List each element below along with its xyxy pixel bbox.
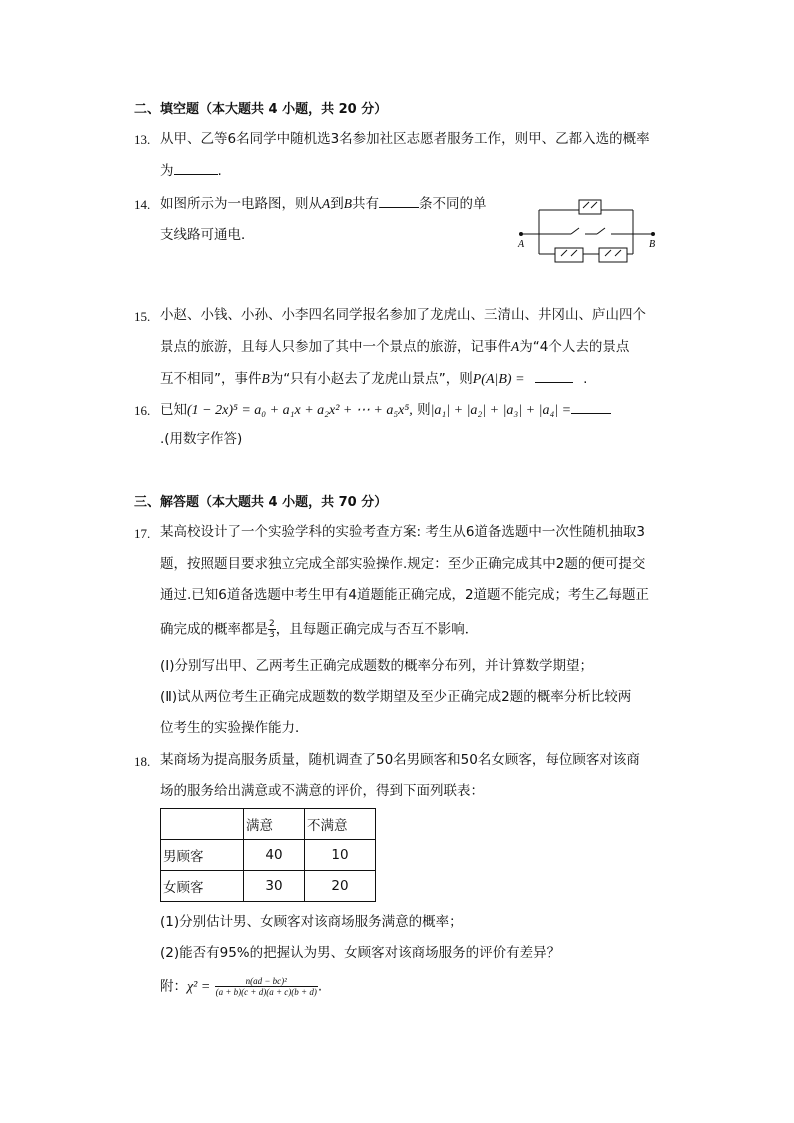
q16-expansion: (1 − 2x)⁵ = a₀ + a₁x + a₂x² + ⋯ + a₅x⁵, bbox=[187, 403, 413, 418]
table-row bbox=[161, 840, 376, 871]
chi-square-symbol: χ² = bbox=[187, 979, 211, 995]
question-17-number: 17. bbox=[134, 526, 151, 541]
question-15-number: 15. bbox=[134, 309, 151, 324]
table-cell: 20 bbox=[305, 871, 376, 902]
q16-prefix: 已知 bbox=[160, 402, 187, 418]
question-14-number: 14. bbox=[134, 197, 151, 212]
q13-prefix: 为 bbox=[160, 163, 174, 179]
q15-text-b: 为“4个人去的景点 bbox=[519, 339, 630, 355]
question-17-part2-line1: (Ⅱ)试从两位考生正确完成题数的数学期望及至少正确完成2题的概率分析比较两 bbox=[160, 689, 632, 705]
question-17-part2-line2: 位考生的实验操作能力． bbox=[160, 720, 309, 736]
table-header-cell: 满意 bbox=[244, 809, 305, 840]
terminal-a-label: A bbox=[518, 239, 525, 250]
q15-var-a: A bbox=[511, 339, 520, 354]
table-cell: 30 bbox=[244, 871, 305, 902]
q15-text-a: 景点的旅游，且每人只参加了其中一个景点的旅游，记事件 bbox=[160, 339, 511, 355]
terminal-b-dot bbox=[651, 232, 655, 236]
q15-expression: P(A|B) = bbox=[472, 372, 525, 387]
q15-text-c: 互不相同”，事件 bbox=[160, 371, 262, 387]
question-15-line3 bbox=[160, 368, 587, 390]
q14-text-d: 条不同的单 bbox=[419, 196, 487, 212]
q14-text-a: 如图所示为一电路图，则从 bbox=[160, 196, 322, 212]
question-17-line2: 题，按照题目要求独立完成全部实验操作.规定：至少正确完成其中2题的便可提交 bbox=[160, 556, 646, 572]
question-18-part1: (1)分别估计男、女顾客对该商场服务满意的概率； bbox=[160, 914, 463, 930]
question-14-line1 bbox=[160, 193, 487, 214]
q14-text-b: 到 bbox=[330, 196, 344, 212]
question-18-part2: (2)能否有95%的把握认为男、女顾客对该商场服务的评价有差异？ bbox=[160, 945, 561, 961]
question-13-line1: 从甲、乙等6名同学中随机选3名参加社区志愿者服务工作，则甲、乙都入选的概率 bbox=[160, 131, 650, 147]
question-18-number: 18. bbox=[134, 754, 151, 769]
table-cell: 40 bbox=[244, 840, 305, 871]
table-header-cell: 不满意 bbox=[305, 809, 376, 840]
answer-blank bbox=[174, 160, 218, 175]
table-row-label: 男顾客 bbox=[161, 840, 244, 871]
circuit-diagram bbox=[515, 190, 665, 275]
question-15-line1: 小赵、小钱、小孙、小李四名同学报名参加了龙虎山、三清山、井冈山、庐山四个 bbox=[160, 307, 646, 323]
q15-suffix: . bbox=[583, 371, 588, 387]
section-3-title: 三、解答题（本大题共 4 小题，共 70 分） bbox=[134, 495, 388, 510]
question-18-formula bbox=[160, 976, 322, 998]
section-2-title: 二、填空题（本大题共 4 小题，共 20 分） bbox=[134, 102, 388, 117]
question-17-line4 bbox=[160, 619, 478, 640]
question-16-line1 bbox=[160, 399, 611, 421]
terminal-b-label: B bbox=[649, 239, 656, 250]
fraction-two-thirds bbox=[268, 619, 276, 640]
formula-suffix: . bbox=[317, 978, 323, 995]
table-header-cell bbox=[161, 809, 244, 840]
question-13-number: 13. bbox=[134, 132, 151, 147]
q17-text-b: ，且每题正确完成与否互不影响． bbox=[275, 621, 479, 638]
q15-var-b: B bbox=[261, 371, 270, 386]
q17-text-a: 确完成的概率都是 bbox=[160, 621, 268, 638]
question-17-line1: 某高校设计了一个实验学科的实验考查方案: 考生从6道备选题中一次性随机抽取3 bbox=[160, 524, 646, 540]
contingency-table bbox=[160, 808, 376, 902]
formula-denominator: (a + b)(c + d)(a + c)(b + d) bbox=[215, 987, 317, 997]
formula-numerator: n(ad − bc)² bbox=[215, 976, 318, 987]
question-18-line2: 场的服务给出满意或不满意的评价，得到下面列联表： bbox=[160, 783, 484, 799]
question-14-line2: 支线路可通电． bbox=[160, 227, 255, 243]
fraction-denominator: 3 bbox=[269, 630, 275, 640]
question-15-line2 bbox=[160, 337, 629, 357]
q16-abs-sum: |a₁| + |a₂| + |a₃| + |a₄| = bbox=[430, 403, 572, 418]
fraction-numerator: 2 bbox=[269, 619, 275, 629]
answer-blank bbox=[535, 368, 573, 383]
q16-then: 则 bbox=[417, 402, 431, 418]
table-cell: 10 bbox=[305, 840, 376, 871]
question-18-line1: 某商场为提高服务质量，随机调查了50名男顾客和50名女顾客，每位顾客对该商 bbox=[160, 752, 640, 768]
answer-blank bbox=[379, 193, 419, 208]
q15-text-d: 为“只有小赵去了龙虎山景点”，则 bbox=[269, 371, 473, 387]
q13-suffix: . bbox=[217, 163, 222, 179]
table-row bbox=[161, 871, 376, 902]
question-17-part1: (Ⅰ)分别写出甲、乙两考生正确完成题数的概率分布列，并计算数学期望； bbox=[160, 658, 594, 674]
table-row-label: 女顾客 bbox=[161, 871, 244, 902]
terminal-a-dot bbox=[519, 232, 523, 236]
q14-var-b: B bbox=[343, 196, 352, 211]
table-header-row bbox=[161, 809, 376, 840]
chi-square-fraction bbox=[215, 976, 318, 997]
answer-blank bbox=[571, 399, 611, 414]
q14-text-c: 共有 bbox=[352, 196, 379, 212]
question-16-line2: .(用数字作答) bbox=[160, 431, 243, 447]
q14-var-a: A bbox=[322, 196, 331, 211]
question-16-number: 16. bbox=[134, 403, 151, 418]
question-17-line3: 通过.已知6道备选题中考生甲有4道题能正确完成，2道题不能完成；考生乙每题正 bbox=[160, 587, 650, 603]
question-13-line2 bbox=[160, 160, 222, 181]
formula-prefix: 附： bbox=[160, 978, 187, 995]
